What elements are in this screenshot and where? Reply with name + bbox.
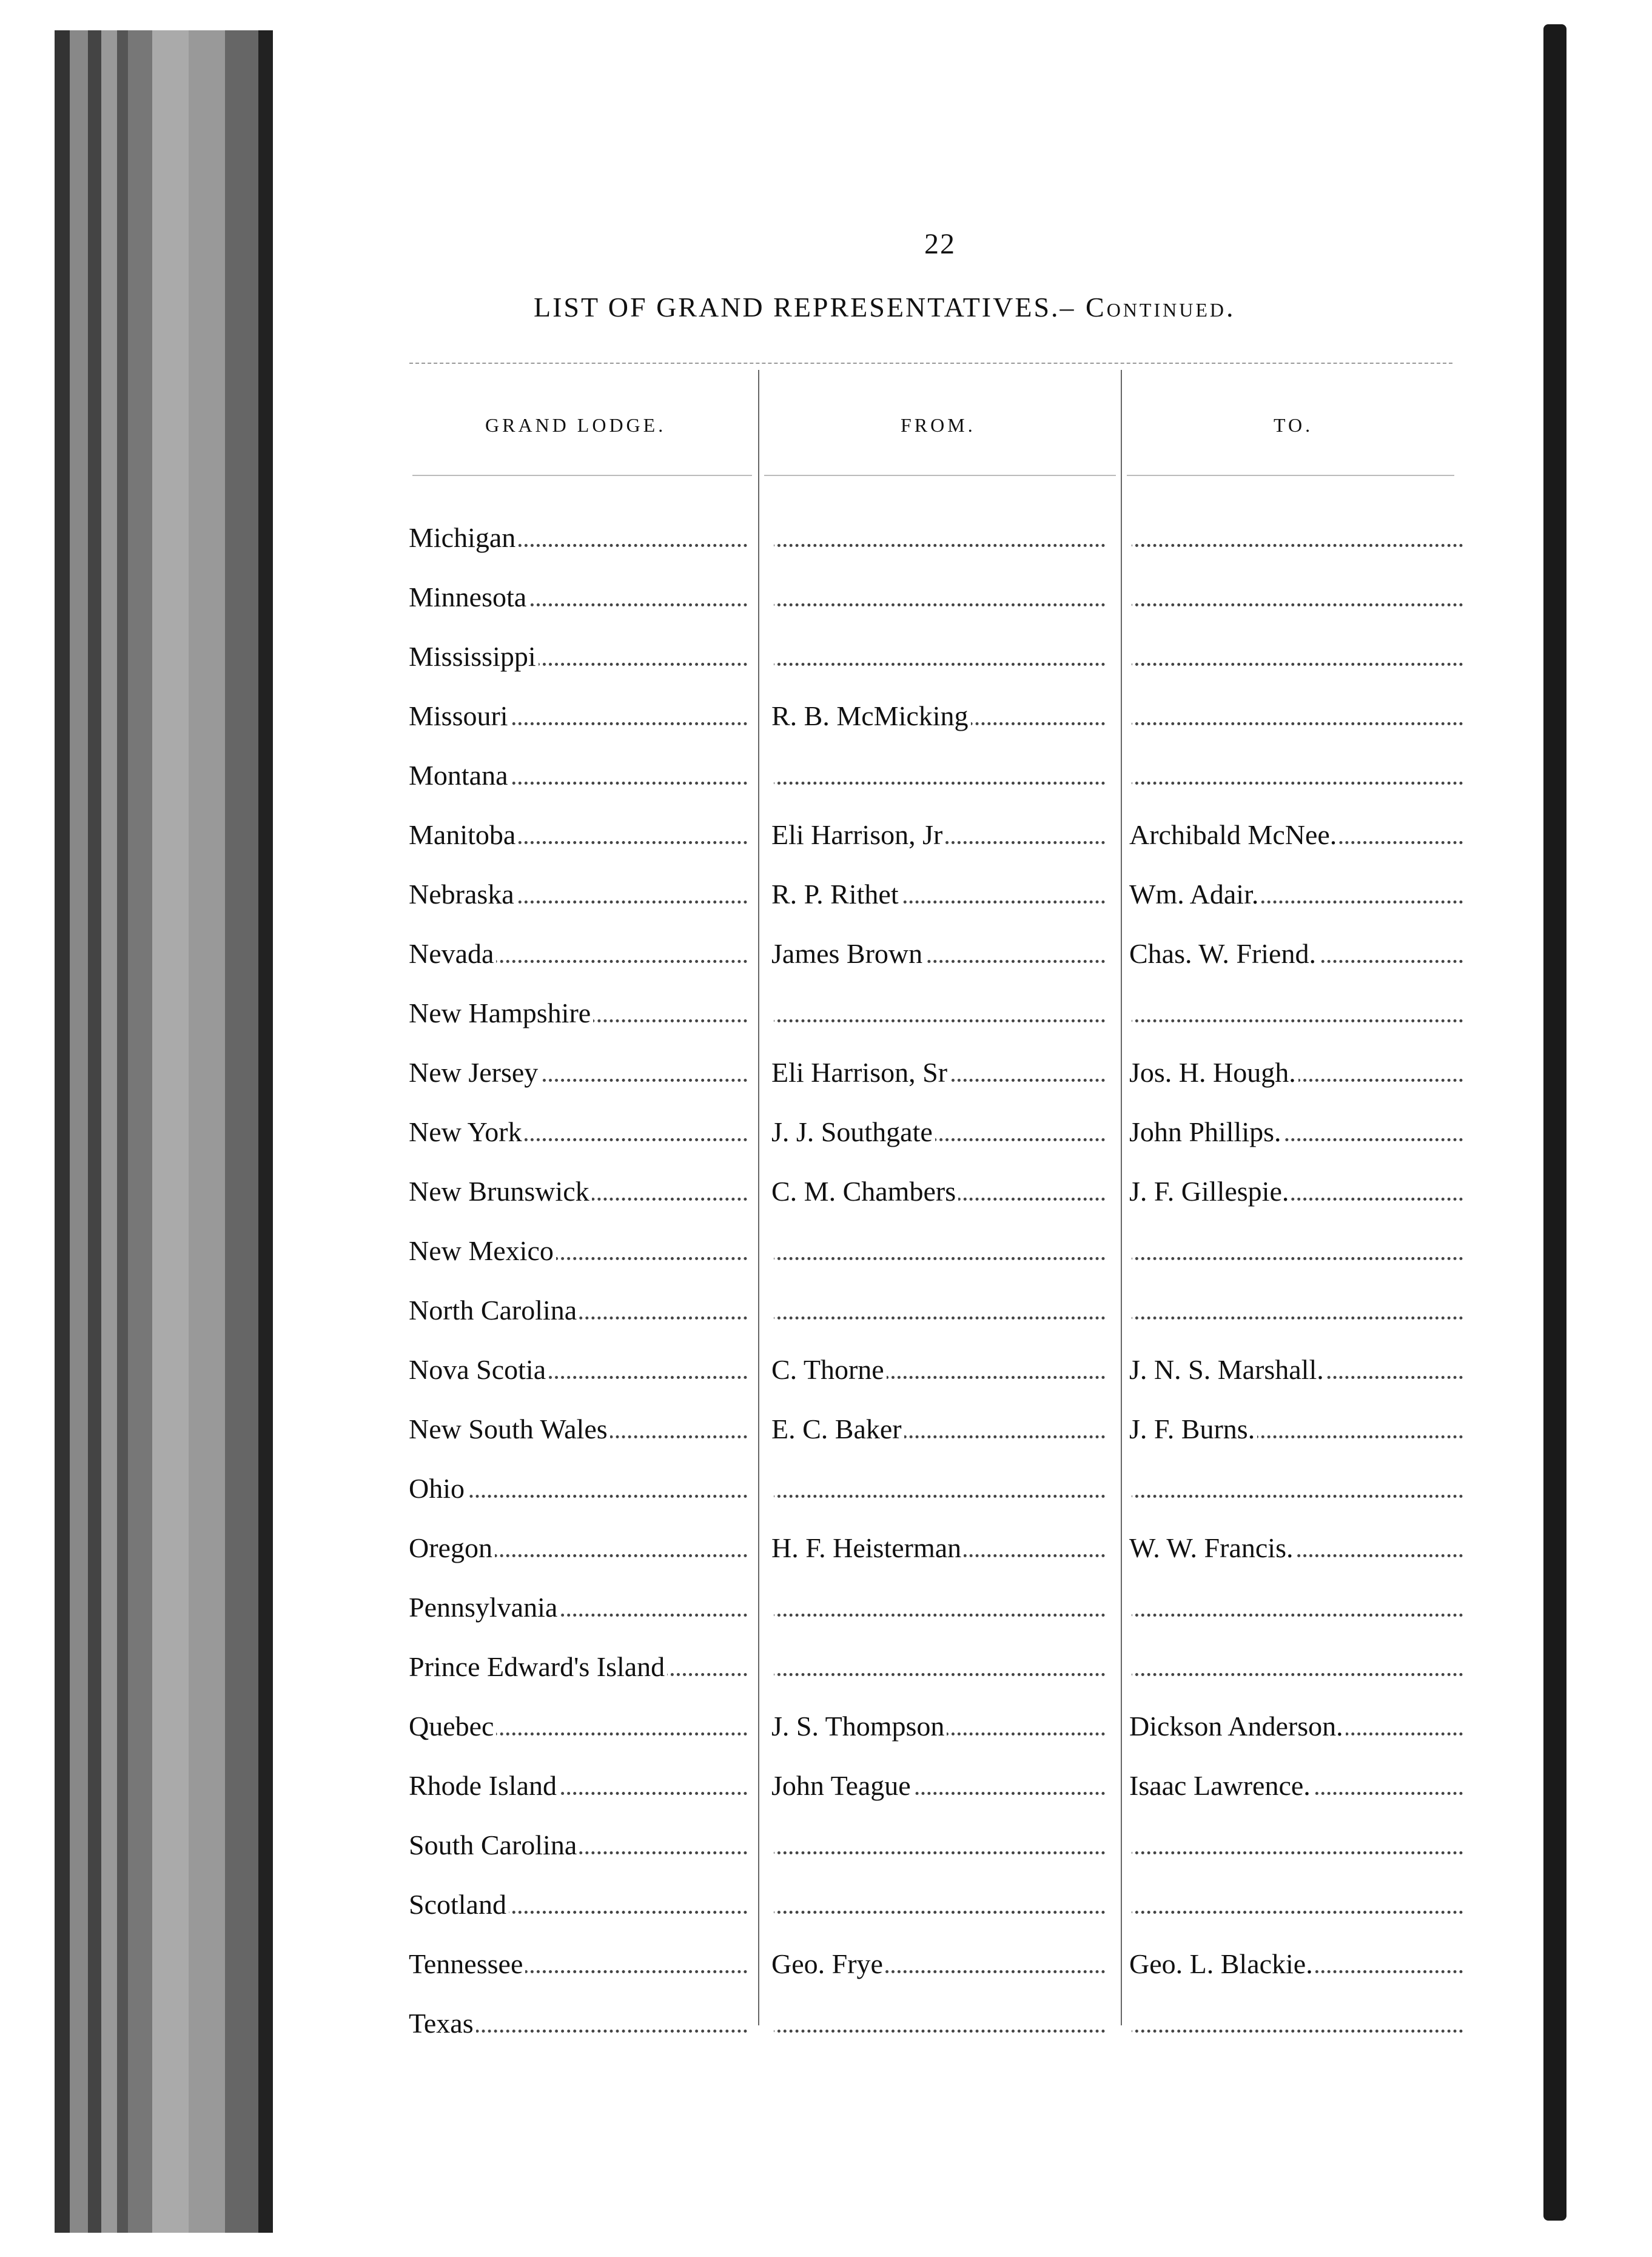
table-row	[408, 1044, 1475, 1104]
grand-lodge-cell-text: New Jersey	[409, 1057, 540, 1088]
from-cell-text	[771, 2008, 774, 2039]
from-cell-text: R. P. Rithet	[771, 879, 901, 910]
to-cell	[1129, 1294, 1469, 1330]
grand-lodge-cell	[409, 2007, 753, 2044]
from-cell	[771, 1056, 1111, 1093]
to-cell-text	[1129, 582, 1132, 612]
table-row	[408, 1995, 1475, 2054]
to-cell-text: J. N. S. Marshall.	[1129, 1354, 1326, 1385]
page-number: 22	[924, 228, 956, 260]
from-cell	[771, 1769, 1111, 1806]
from-cell-text: Eli Harrison, Jr	[771, 819, 945, 850]
grand-lodge-cell-text: New Hampshire	[409, 998, 593, 1028]
from-cell	[771, 1472, 1111, 1509]
grand-lodge-cell	[409, 1710, 753, 1746]
grand-lodge-cell-text: South Carolina	[409, 1829, 579, 1860]
grand-lodge-cell-text: Oregon	[409, 1532, 495, 1563]
from-cell-text: J. J. Southgate	[771, 1116, 935, 1147]
grand-lodge-cell	[409, 1651, 753, 1687]
from-cell	[771, 581, 1111, 617]
from-cell-text	[771, 998, 774, 1028]
table-row	[408, 1817, 1475, 1876]
from-cell-text	[771, 1592, 774, 1623]
table-row	[408, 1638, 1475, 1698]
table-row	[408, 807, 1475, 866]
to-cell-text	[1129, 641, 1132, 672]
table-row	[408, 1876, 1475, 1936]
to-cell	[1129, 1710, 1469, 1746]
title-rule	[409, 363, 1452, 364]
grand-lodge-cell	[409, 700, 753, 736]
from-cell-text	[771, 760, 774, 791]
grand-lodge-cell-text: Minnesota	[409, 582, 529, 612]
from-cell-text: E. C. Baker	[771, 1414, 904, 1444]
to-cell-text: Geo. L. Blackie.	[1129, 1948, 1315, 1979]
to-cell	[1129, 759, 1469, 796]
from-cell	[771, 521, 1111, 558]
to-cell-text: Dickson Anderson.	[1129, 1711, 1346, 1742]
from-cell	[771, 997, 1111, 1033]
representatives-table	[408, 509, 1475, 2054]
to-cell	[1129, 1829, 1469, 1865]
from-cell	[771, 1294, 1111, 1330]
to-cell-text	[1129, 2008, 1132, 2039]
from-cell-text	[771, 1235, 774, 1266]
to-cell	[1129, 700, 1469, 736]
grand-lodge-cell-text: Montana	[409, 760, 511, 791]
grand-lodge-cell	[409, 819, 753, 855]
page-title	[534, 291, 1236, 323]
from-cell	[771, 1948, 1111, 1984]
to-cell	[1129, 997, 1469, 1033]
grand-lodge-cell-text: Prince Edward's Island	[409, 1651, 667, 1682]
grand-lodge-cell	[409, 1353, 753, 1390]
column-header-grand-lodge: GRAND LODGE.	[485, 414, 667, 436]
from-cell	[771, 2007, 1111, 2044]
from-cell	[771, 1829, 1111, 1865]
grand-lodge-cell-text: New South Wales	[409, 1414, 610, 1444]
header-rule-from	[764, 475, 1116, 476]
grand-lodge-cell-text: Rhode Island	[409, 1770, 559, 1801]
to-cell-text: J. F. Gillespie.	[1129, 1176, 1291, 1207]
from-cell-text	[771, 641, 774, 672]
from-cell	[771, 1710, 1111, 1746]
grand-lodge-cell	[409, 1472, 753, 1509]
to-cell-text: J. F. Burns.	[1129, 1414, 1257, 1444]
from-cell	[771, 1175, 1111, 1212]
to-cell	[1129, 521, 1469, 558]
table-row	[408, 1401, 1475, 1460]
to-cell	[1129, 1888, 1469, 1925]
from-cell-text: C. M. Chambers	[771, 1176, 958, 1207]
from-cell	[771, 1532, 1111, 1568]
from-cell-text: J. S. Thompson	[771, 1711, 947, 1742]
next-page-edge	[1566, 24, 1652, 2221]
from-cell	[771, 1235, 1111, 1271]
to-cell	[1129, 1591, 1469, 1628]
page-title-suffix: – Continued.	[1059, 292, 1236, 323]
from-cell-text: John Teague	[771, 1770, 913, 1801]
to-cell	[1129, 1353, 1469, 1390]
column-header-to: TO.	[1274, 414, 1314, 436]
table-row	[408, 1222, 1475, 1282]
from-cell-text: R. B. McMicking	[771, 700, 971, 731]
grand-lodge-cell-text: Ohio	[409, 1473, 467, 1504]
table-row	[408, 1163, 1475, 1222]
from-cell	[771, 937, 1111, 974]
from-cell-text	[771, 1829, 774, 1860]
to-cell-text: Wm. Adair.	[1129, 879, 1261, 910]
grand-lodge-cell-text: New Brunswick	[409, 1176, 592, 1207]
to-cell-text: Chas. W. Friend.	[1129, 938, 1318, 969]
to-cell-text: W. W. Francis.	[1129, 1532, 1295, 1563]
table-row	[408, 1520, 1475, 1579]
from-cell	[771, 878, 1111, 914]
table-row	[408, 925, 1475, 985]
from-cell-text	[771, 522, 774, 553]
grand-lodge-cell-text: Nevada	[409, 938, 496, 969]
to-cell	[1129, 1651, 1469, 1687]
grand-lodge-cell	[409, 1235, 753, 1271]
table-row	[408, 1282, 1475, 1341]
grand-lodge-cell	[409, 1532, 753, 1568]
table-row	[408, 628, 1475, 688]
page-title-main: LIST OF GRAND REPRESENTATIVES.	[534, 292, 1060, 323]
column-header-from: FROM.	[901, 414, 976, 436]
grand-lodge-cell-text: Michigan	[409, 522, 518, 553]
from-cell	[771, 1888, 1111, 1925]
grand-lodge-cell	[409, 878, 753, 914]
to-cell-text	[1129, 1473, 1132, 1504]
grand-lodge-cell	[409, 1769, 753, 1806]
to-cell	[1129, 581, 1469, 617]
to-cell	[1129, 1948, 1469, 1984]
to-cell-text	[1129, 1295, 1132, 1326]
to-cell	[1129, 1235, 1469, 1271]
to-cell	[1129, 1413, 1469, 1449]
to-cell	[1129, 819, 1469, 855]
to-cell-text: Jos. H. Hough.	[1129, 1057, 1298, 1088]
to-cell-text	[1129, 760, 1132, 791]
grand-lodge-cell-text: North Carolina	[409, 1295, 579, 1326]
to-cell	[1129, 1056, 1469, 1093]
book-gutter	[1543, 24, 1566, 2221]
to-cell-text: Isaac Lawrence.	[1129, 1770, 1313, 1801]
from-cell-text: Eli Harrison, Sr	[771, 1057, 950, 1088]
from-cell	[771, 1413, 1111, 1449]
table-row	[408, 985, 1475, 1044]
grand-lodge-cell	[409, 937, 753, 974]
to-cell-text	[1129, 522, 1132, 553]
to-cell	[1129, 2007, 1469, 2044]
grand-lodge-cell	[409, 1175, 753, 1212]
table-row	[408, 1341, 1475, 1401]
table-row	[408, 866, 1475, 925]
from-cell-text: James Brown	[771, 938, 925, 969]
from-cell-text: C. Thorne	[771, 1354, 887, 1385]
to-cell	[1129, 878, 1469, 914]
from-cell	[771, 640, 1111, 677]
grand-lodge-cell	[409, 1056, 753, 1093]
grand-lodge-cell-text: Manitoba	[409, 819, 518, 850]
grand-lodge-cell	[409, 1413, 753, 1449]
to-cell-text	[1129, 998, 1132, 1028]
grand-lodge-cell-text: Scotland	[409, 1889, 509, 1920]
from-cell	[771, 1591, 1111, 1628]
table-row	[408, 1460, 1475, 1520]
grand-lodge-cell	[409, 1888, 753, 1925]
table-row	[408, 1936, 1475, 1995]
to-cell-text	[1129, 1235, 1132, 1266]
grand-lodge-cell	[409, 640, 753, 677]
table-row	[408, 688, 1475, 747]
from-cell	[771, 1651, 1111, 1687]
grand-lodge-cell	[409, 581, 753, 617]
from-cell-text	[771, 582, 774, 612]
grand-lodge-cell-text: Quebec	[409, 1711, 496, 1742]
to-cell	[1129, 1472, 1469, 1509]
header-rule-to	[1127, 475, 1454, 476]
from-cell-text: Geo. Frye	[771, 1948, 885, 1979]
table-row	[408, 569, 1475, 628]
from-cell	[771, 1116, 1111, 1152]
grand-lodge-cell	[409, 1116, 753, 1152]
grand-lodge-cell	[409, 1948, 753, 1984]
from-cell-text	[771, 1295, 774, 1326]
from-cell	[771, 819, 1111, 855]
from-cell	[771, 759, 1111, 796]
book-edge	[0, 0, 273, 2257]
grand-lodge-cell	[409, 521, 753, 558]
table-row	[408, 1698, 1475, 1757]
to-cell	[1129, 640, 1469, 677]
from-cell-text	[771, 1651, 774, 1682]
from-cell-text	[771, 1473, 774, 1504]
grand-lodge-cell	[409, 997, 753, 1033]
to-cell-text	[1129, 1592, 1132, 1623]
to-cell	[1129, 1532, 1469, 1568]
grand-lodge-cell	[409, 1829, 753, 1865]
from-cell	[771, 1353, 1111, 1390]
table-row	[408, 509, 1475, 569]
to-cell-text: John Phillips.	[1129, 1116, 1284, 1147]
to-cell	[1129, 1116, 1469, 1152]
grand-lodge-cell-text: Tennessee	[409, 1948, 525, 1979]
to-cell-text	[1129, 700, 1132, 731]
header-rule-lodge	[412, 475, 752, 476]
from-cell-text	[771, 1889, 774, 1920]
grand-lodge-cell-text: Texas	[409, 2008, 476, 2039]
table-row	[408, 1757, 1475, 1817]
table-row	[408, 1104, 1475, 1163]
to-cell	[1129, 1175, 1469, 1212]
grand-lodge-cell-text: New York	[409, 1116, 525, 1147]
grand-lodge-cell-text: Nebraska	[409, 879, 517, 910]
grand-lodge-cell-text: New Mexico	[409, 1235, 556, 1266]
grand-lodge-cell	[409, 1591, 753, 1628]
from-cell-text: H. F. Heisterman	[771, 1532, 964, 1563]
grand-lodge-cell-text: Nova Scotia	[409, 1354, 548, 1385]
to-cell	[1129, 1769, 1469, 1806]
grand-lodge-cell-text: Pennsylvania	[409, 1592, 560, 1623]
to-cell-text: Archibald McNee.	[1129, 819, 1339, 850]
to-cell-text	[1129, 1651, 1132, 1682]
grand-lodge-cell-text: Mississippi	[409, 641, 539, 672]
grand-lodge-cell	[409, 1294, 753, 1330]
table-row	[408, 747, 1475, 807]
from-cell	[771, 700, 1111, 736]
to-cell-text	[1129, 1889, 1132, 1920]
table-row	[408, 1579, 1475, 1638]
grand-lodge-cell-text: Missouri	[409, 700, 511, 731]
to-cell	[1129, 937, 1469, 974]
to-cell-text	[1129, 1829, 1132, 1860]
grand-lodge-cell	[409, 759, 753, 796]
